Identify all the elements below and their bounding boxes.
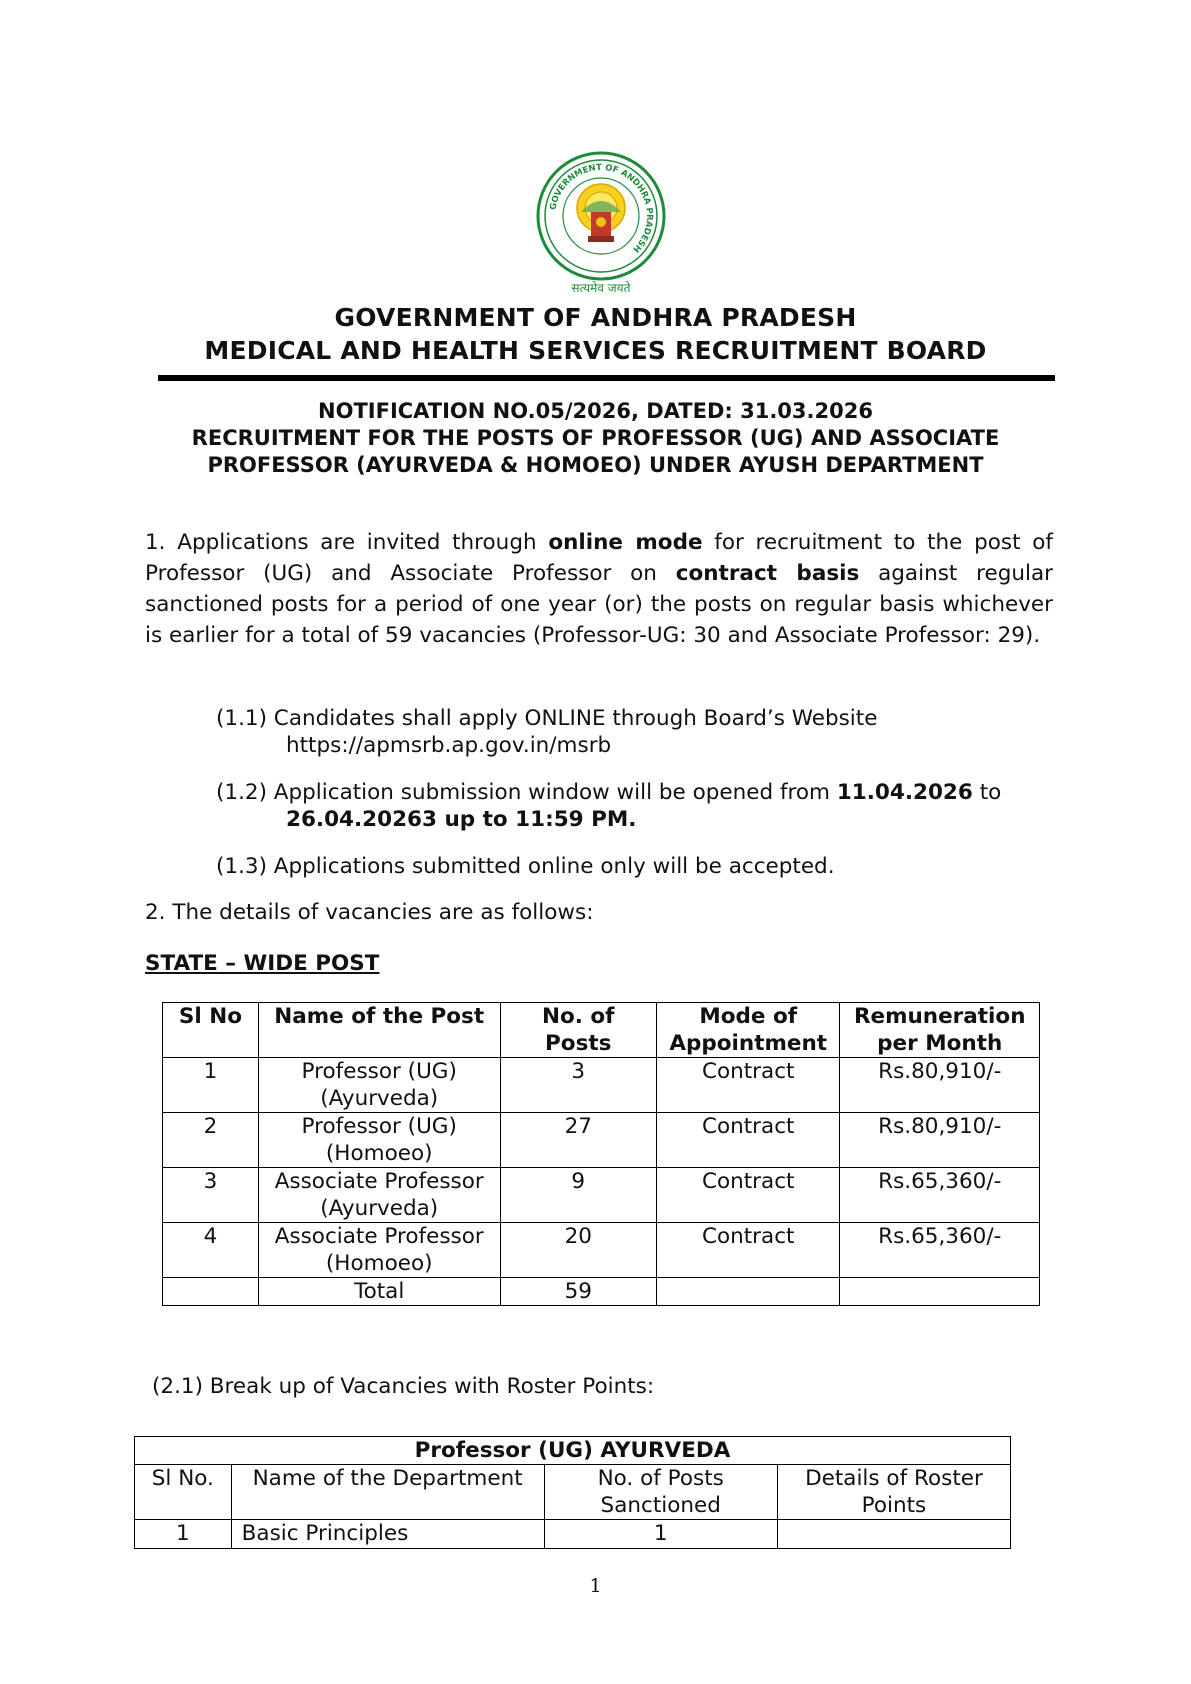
page-number: 1 <box>589 1575 602 1597</box>
clause-1-1: (1.1) Candidates shall apply ONLINE through Board’s Website https://apmsrb.ap.gov.in/msrb <box>216 706 878 758</box>
notification-title-line2: PROFESSOR (AYURVEDA & HOMOEO) UNDER AYUSH DEPARTMENT <box>207 453 984 477</box>
table-row: 3 Associate Professor (Ayurveda) 9 Contract Rs.65,360/- <box>163 1168 1040 1223</box>
emblem-ring-text: GOVERNMENT OF ANDHRA PRADESH <box>548 162 655 255</box>
header-line1: GOVERNMENT OF ANDHRA PRADESH <box>334 303 857 332</box>
table-header-row: Sl No Name of the Post No. of Posts Mode of Appointment Remuneration per Month <box>163 1003 1040 1058</box>
table-row: 1 Basic Principles 1 <box>135 1520 1011 1549</box>
table-row: 1 Professor (UG) (Ayurveda) 3 Contract Rs.80,910/- <box>163 1058 1040 1113</box>
clause-1-3: (1.3) Applications submitted online only will be accepted. <box>216 854 835 879</box>
clause-1-2: (1.2) Application submission window will be opened from 11.04.2026 to 26.04.20263 up to 11:59 PM. <box>216 780 1002 832</box>
header-line2: MEDICAL AND HEALTH SERVICES RECRUITMENT BOARD <box>204 336 987 365</box>
emblem-motto: सत्यमेव जयते <box>571 281 631 295</box>
state-wide-heading: STATE – WIDE POST <box>145 951 380 976</box>
table-total-row: Total 59 <box>163 1278 1040 1306</box>
vacancy-table <box>162 1002 1040 1306</box>
roster-table-title-row: Professor (UG) AYURVEDA <box>135 1437 1011 1465</box>
notification-number: NOTIFICATION NO.05/2026, DATED: 31.03.2026 <box>318 399 873 423</box>
roster-table <box>134 1436 1011 1549</box>
table-row: 2 Professor (UG) (Homoeo) 27 Contract Rs.80,910/- <box>163 1113 1040 1168</box>
notification-title-line1: RECRUITMENT FOR THE POSTS OF PROFESSOR (UG) AND ASSOCIATE <box>191 426 1000 450</box>
header-rule <box>158 375 1055 381</box>
paragraph-2: 2. The details of vacancies are as follows: <box>145 900 594 925</box>
table-row: 4 Associate Professor (Homoeo) 20 Contract Rs.65,360/- <box>163 1223 1040 1278</box>
paragraph-2-1: (2.1) Break up of Vacancies with Roster Points: <box>152 1374 655 1399</box>
website-link[interactable]: https://apmsrb.ap.gov.in/msrb <box>286 733 612 758</box>
andhra-pradesh-emblem-icon <box>535 150 667 300</box>
table-header-row: Sl No. Name of the Department No. of Posts Sanctioned Details of Roster Points <box>135 1465 1011 1520</box>
paragraph-1: 1. Applications are invited through online mode for recruitment to the post of Professor (UG) and Associate Professor on contract basis against regular sanctioned posts for a period of one year (or) the posts on regular basis whichever is earlier for a total of 59 vacancies (Professor-UG: 30 and Associate Professor: 29). <box>145 530 1053 648</box>
